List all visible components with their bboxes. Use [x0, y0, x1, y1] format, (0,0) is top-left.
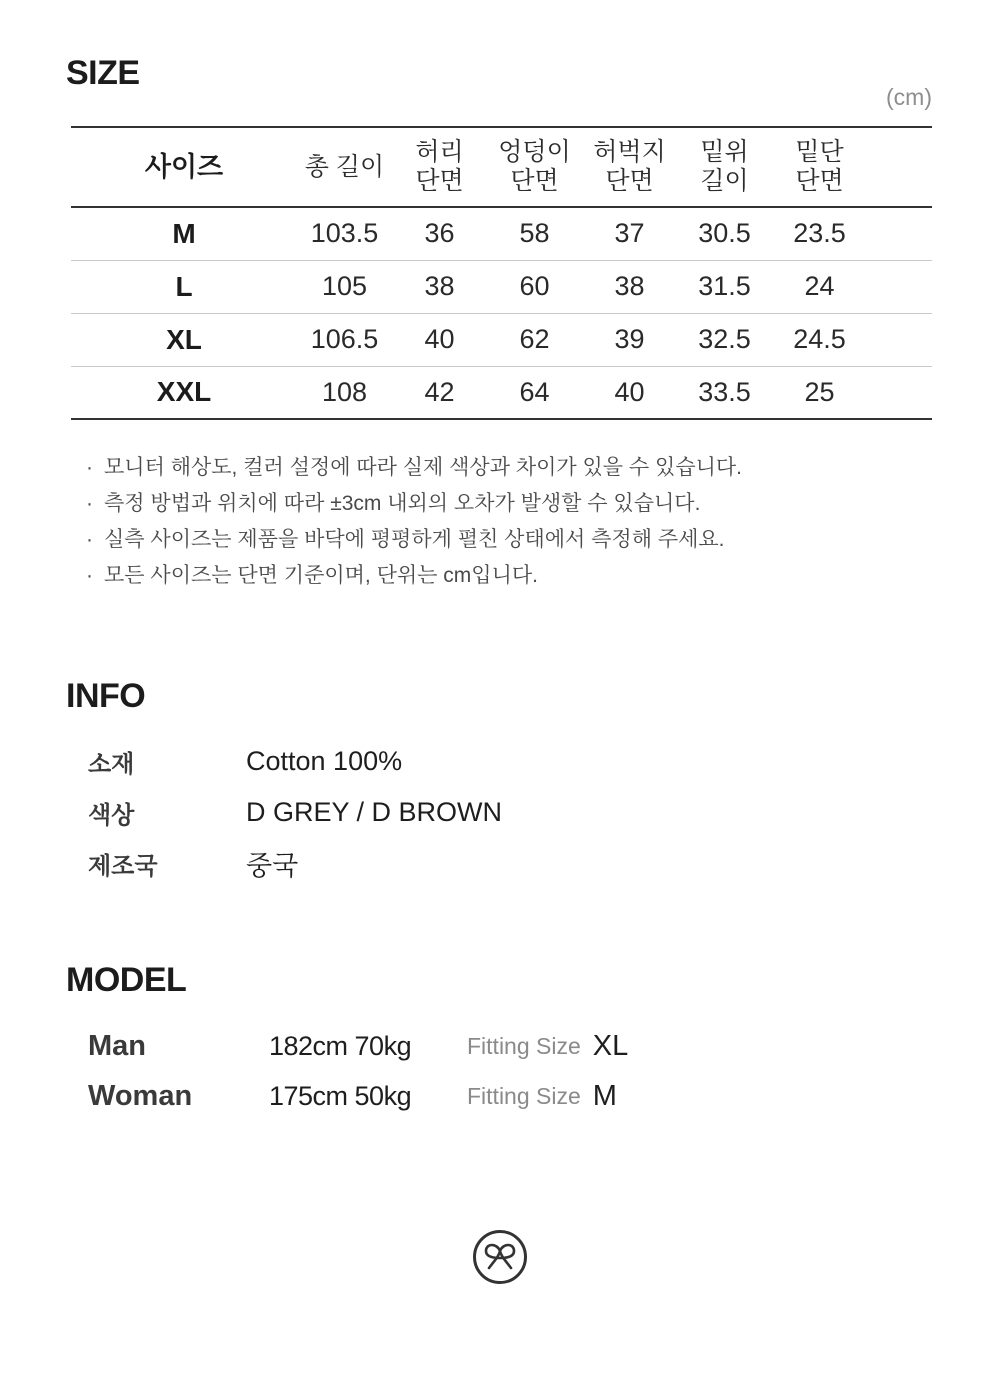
hem-cell: 24 [804, 271, 835, 301]
model-row-man [88, 1021, 628, 1071]
header-spacer [867, 127, 932, 207]
waist-cell: 42 [424, 376, 455, 407]
thigh-cell: 39 [614, 324, 645, 354]
model-name: Woman [88, 1079, 193, 1112]
list-item [86, 450, 742, 486]
waist-cell: 40 [424, 324, 455, 354]
info-label: 색상 [88, 802, 135, 829]
hip-cell: 62 [519, 324, 550, 354]
rise-cell: 30.5 [698, 218, 751, 249]
spacer-cell [867, 260, 932, 313]
size-notes-list [86, 450, 742, 594]
bullet-icon: · [86, 564, 93, 587]
header-hip: 엉덩이 단면 [498, 138, 571, 195]
list-item [86, 486, 742, 522]
hip-cell: 64 [519, 376, 550, 407]
total-length-cell: 108 [321, 376, 368, 407]
thigh-cell: 40 [614, 376, 645, 407]
fitting-size-label: Fitting Size [467, 1082, 581, 1109]
model-name: Man [88, 1029, 146, 1062]
model-row-woman [88, 1071, 628, 1121]
size-cell: L [175, 270, 193, 302]
table-row [71, 260, 932, 313]
unit-label: (cm) [886, 84, 932, 110]
info-label: 소재 [88, 751, 135, 778]
note-text: 모니터 해상도, 컬러 설정에 따라 실제 색상과 차이가 있을 수 있습니다. [104, 456, 743, 479]
model-section-title: MODEL [66, 961, 187, 999]
fitting-size-label: Fitting Size [467, 1032, 581, 1059]
hem-cell: 24.5 [793, 324, 846, 354]
header-hem: 밑단 단면 [795, 138, 844, 195]
size-table-header-row [71, 127, 932, 207]
list-item [86, 558, 742, 594]
hem-cell: 25 [804, 376, 835, 407]
total-length-cell: 105 [321, 271, 368, 301]
spacer-cell [867, 207, 932, 260]
rise-cell: 32.5 [698, 324, 751, 354]
model-list [88, 1021, 628, 1121]
header-size: 사이즈 [144, 151, 224, 182]
waist-cell: 38 [424, 271, 455, 301]
rise-cell: 33.5 [698, 376, 751, 407]
thigh-cell: 37 [614, 218, 645, 249]
rise-cell: 31.5 [698, 271, 751, 301]
brand-logo-icon [472, 1229, 528, 1285]
info-value: D GREY / D BROWN [246, 797, 503, 827]
header-thigh: 허벅지 단면 [593, 138, 666, 195]
note-text: 모든 사이즈는 단면 기준이며, 단위는 cm입니다. [104, 564, 538, 587]
total-length-cell: 103.5 [310, 218, 379, 249]
list-item [86, 522, 742, 558]
model-stats: 175cm 50kg [269, 1080, 412, 1111]
size-cell: M [172, 217, 196, 249]
header-rise: 밑위 길이 [700, 138, 749, 195]
hem-cell: 23.5 [793, 218, 846, 249]
hip-cell: 58 [519, 218, 550, 249]
info-row-material [88, 736, 502, 787]
size-section-title: SIZE [66, 54, 140, 92]
info-row-origin [88, 838, 502, 889]
bullet-icon: · [86, 456, 93, 479]
size-cell: XL [166, 323, 202, 355]
info-value: 중국 [246, 851, 299, 881]
table-row [71, 313, 932, 366]
size-table [71, 126, 932, 420]
thigh-cell: 38 [614, 271, 645, 301]
spacer-cell [867, 313, 932, 366]
fitting-size-value: XL [592, 1029, 629, 1062]
bullet-icon: · [86, 528, 93, 551]
note-text: 측정 방법과 위치에 따라 ±3cm 내외의 오차가 발생할 수 있습니다. [104, 492, 701, 515]
info-list [88, 736, 502, 889]
note-text: 실측 사이즈는 제품을 바닥에 평평하게 펼친 상태에서 측정해 주세요. [104, 528, 725, 551]
total-length-cell: 106.5 [310, 324, 379, 354]
table-row [71, 207, 932, 260]
hip-cell: 60 [519, 271, 550, 301]
waist-cell: 36 [424, 218, 455, 249]
header-waist: 허리 단면 [415, 138, 464, 195]
info-row-color [88, 787, 502, 838]
header-total-length: 총 길이 [304, 152, 385, 181]
table-row [71, 366, 932, 419]
size-cell: XXL [156, 376, 212, 408]
info-value: Cotton 100% [246, 746, 403, 776]
bullet-icon: · [86, 492, 93, 515]
fitting-size-value: M [592, 1079, 617, 1112]
spacer-cell [867, 366, 932, 419]
model-stats: 182cm 70kg [269, 1030, 412, 1061]
info-section-title: INFO [66, 677, 146, 715]
info-label: 제조국 [88, 853, 158, 880]
